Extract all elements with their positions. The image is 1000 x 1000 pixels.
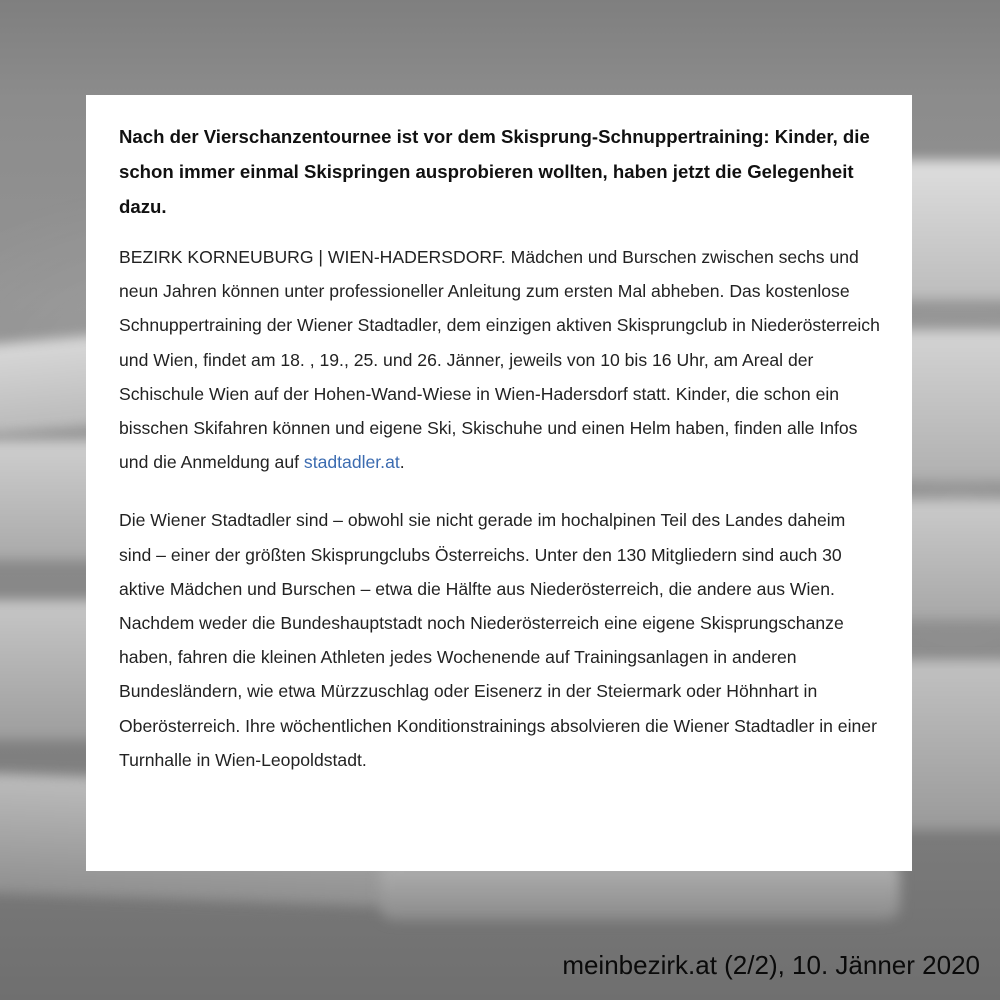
- article-card: [86, 95, 912, 871]
- paragraph-1-end: .: [399, 452, 405, 473]
- paragraph-1-text: BEZIRK KORNEUBURG | WIEN-HADERSDORF. Mädchen und Burschen zwischen sechs und neun Jahren können unter professioneller Anleitung zum ersten Mal abheben. Das kostenlose Schnuppertraining der Wiener Stadtadler, dem einzigen aktiven Skisprungclub in Niederösterreich und Wien, findet am 18. , 19., 25. und 26. Jänner, jeweils von 10 bis 16 Uhr, am Areal der Schischule Wien auf der Hohen-Wand-Wiese in Wien-Hadersdorf statt. Kinder, die schon ein bisschen Skifahren können und eigene Ski, Skischuhe und einen Helm haben, finden alle Infos und die Anmeldung auf: [119, 247, 880, 473]
- stadtadler-link[interactable]: stadtadler.at: [303, 452, 400, 473]
- article-paragraph-1: [119, 240, 882, 479]
- source-caption: meinbezirk.at (2/2), 10. Jänner 2020: [562, 950, 980, 980]
- article-paragraph-2: Die Wiener Stadtadler sind – obwohl sie nicht gerade im hochalpinen Teil des Landes daheim sind – einer der größten Skisprungclubs Österreichs. Unter den 130 Mitgliedern sind auch 30 aktive Mädchen und Burschen – etwa die Hälfte aus Niederösterreich, die andere aus Wien. Nachdem weder die Bundeshauptstadt noch Niederösterreich eine eigene Skisprungschanze haben, fahren die kleinen Athleten jedes Wochenende auf Trainingsanlagen in anderen Bundesländern, wie etwa Mürzzuschlag oder Eisenerz in der Steiermark oder Höhnhart in Oberösterreich. Ihre wöchentlichen Konditionstrainings absolvieren die Wiener Stadtadler in einer Turnhalle in Wien-Leopoldstadt.: [119, 510, 877, 770]
- article-lead: Nach der Vierschanzentournee ist vor dem Skisprung-Schnuppertraining: Kinder, die schon immer einmal Skispringen ausprobieren wollten, haben jetzt die Gelegenheit dazu.: [119, 126, 870, 217]
